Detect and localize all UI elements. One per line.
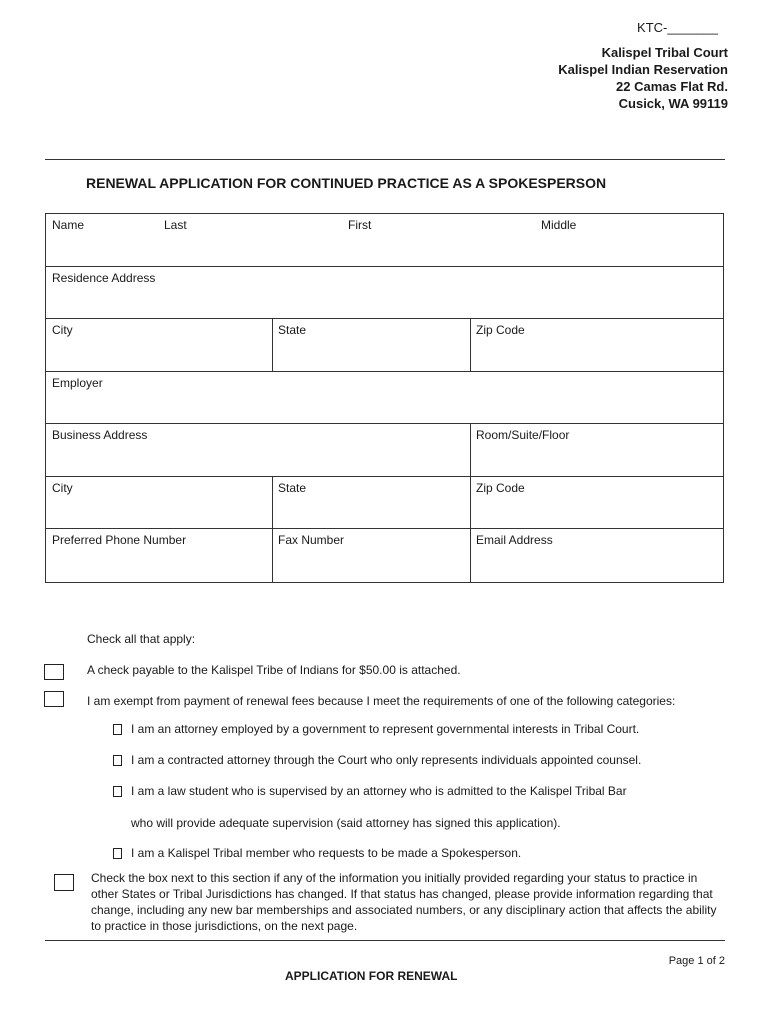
fax-label: Fax Number — [278, 533, 345, 547]
business-address-label: Business Address — [52, 428, 148, 442]
reservation-name: Kalispel Indian Reservation — [558, 62, 728, 77]
residence-city-field[interactable] — [46, 319, 272, 371]
contracted-attorney-checkbox[interactable] — [113, 755, 122, 766]
contracted-attorney-label: I am a contracted attorney through the Court who only represents individuals appointed counsel. — [131, 753, 642, 767]
page-number: Page 1 of 2 — [668, 955, 725, 967]
tribal-member-label: I am a Kalispel Tribal member who requests to be made a Spokesperson. — [131, 846, 522, 860]
business-zip-field[interactable] — [470, 477, 723, 529]
zip-label: Zip Code — [476, 323, 525, 337]
residence-address-field[interactable] — [46, 267, 723, 319]
street-address: 22 Camas Flat Rd. — [616, 79, 728, 94]
state-label: State — [278, 323, 307, 337]
employer-label: Employer — [52, 375, 103, 390]
ktc-number: KTC-_______ — [637, 20, 718, 35]
residence-state-field[interactable] — [272, 319, 470, 371]
exempt-checkbox[interactable] — [44, 691, 64, 707]
court-address — [558, 44, 728, 112]
exempt-label: I am exempt from payment of renewal fees because I meet the requirements of one of the following categories: — [87, 694, 676, 708]
check-all-label: Check all that apply: — [87, 632, 196, 646]
government-attorney-checkbox[interactable] — [113, 724, 122, 735]
name-field[interactable] — [46, 214, 723, 266]
footer-label: APPLICATION FOR RENEWAL — [285, 969, 458, 983]
business-state-field[interactable] — [272, 477, 470, 529]
city-label: City — [52, 480, 73, 495]
business-city-field[interactable] — [46, 477, 272, 529]
residence-row — [46, 267, 723, 320]
tribal-member-checkbox[interactable] — [113, 848, 122, 859]
last-name-label: Last — [164, 218, 187, 232]
email-field[interactable] — [470, 529, 723, 582]
contact-row — [46, 529, 723, 582]
government-attorney-label: I am an attorney employed by a government to represent governmental interests in Tribal Court. — [131, 722, 640, 736]
page-title: RENEWAL APPLICATION FOR CONTINUED PRACTICE AS A SPOKESPERSON — [86, 175, 607, 191]
payment-checkbox[interactable] — [44, 664, 64, 680]
room-suite-floor-label: Room/Suite/Floor — [476, 428, 570, 442]
zip-label: Zip Code — [476, 480, 525, 495]
employer-row — [46, 372, 723, 425]
phone-field[interactable] — [46, 529, 272, 582]
business-address-field[interactable] — [46, 424, 470, 476]
city-state-zip: Cusick, WA 99119 — [618, 96, 728, 111]
law-student-label: I am a law student who is supervised by an attorney who is admitted to the Kalispel Tribal Bar — [131, 784, 627, 798]
residence-zip-field[interactable] — [470, 319, 723, 371]
law-student-checkbox[interactable] — [113, 786, 122, 797]
state-label: State — [278, 480, 307, 495]
fax-field[interactable] — [272, 529, 470, 582]
city-label: City — [52, 323, 73, 337]
middle-name-label: Middle — [541, 218, 577, 232]
phone-label: Preferred Phone Number — [52, 533, 187, 547]
business-row — [46, 424, 723, 477]
court-name: Kalispel Tribal Court — [601, 45, 728, 60]
room-suite-floor-field[interactable] — [470, 424, 723, 476]
top-divider — [45, 159, 725, 160]
name-label: Name — [52, 218, 85, 232]
law-student-label-continued: who will provide adequate supervision (said attorney has signed this application). — [131, 816, 561, 830]
email-label: Email Address — [476, 533, 553, 547]
employer-field[interactable] — [46, 372, 723, 424]
residence-address-label: Residence Address — [52, 270, 156, 285]
status-change-checkbox[interactable] — [54, 874, 74, 891]
payment-label: A check payable to the Kalispel Tribe of Indians for $50.00 is attached. — [87, 663, 461, 677]
first-name-label: First — [348, 218, 372, 232]
business-city-row — [46, 477, 723, 530]
name-row — [46, 214, 723, 267]
bottom-divider — [45, 940, 725, 941]
status-change-paragraph: Check the box next to this section if any of the information you initially provided regarding your status to practice in other States or Tribal Jurisdictions has changed. If that status has changed, please provide information regarding that change, including any new bar memberships and associated numbers, or any disciplinary action that affects the ability to practice in those jurisdictions, on the next page. — [91, 871, 717, 933]
residence-city-row — [46, 319, 723, 372]
applicant-form-table — [45, 213, 724, 583]
